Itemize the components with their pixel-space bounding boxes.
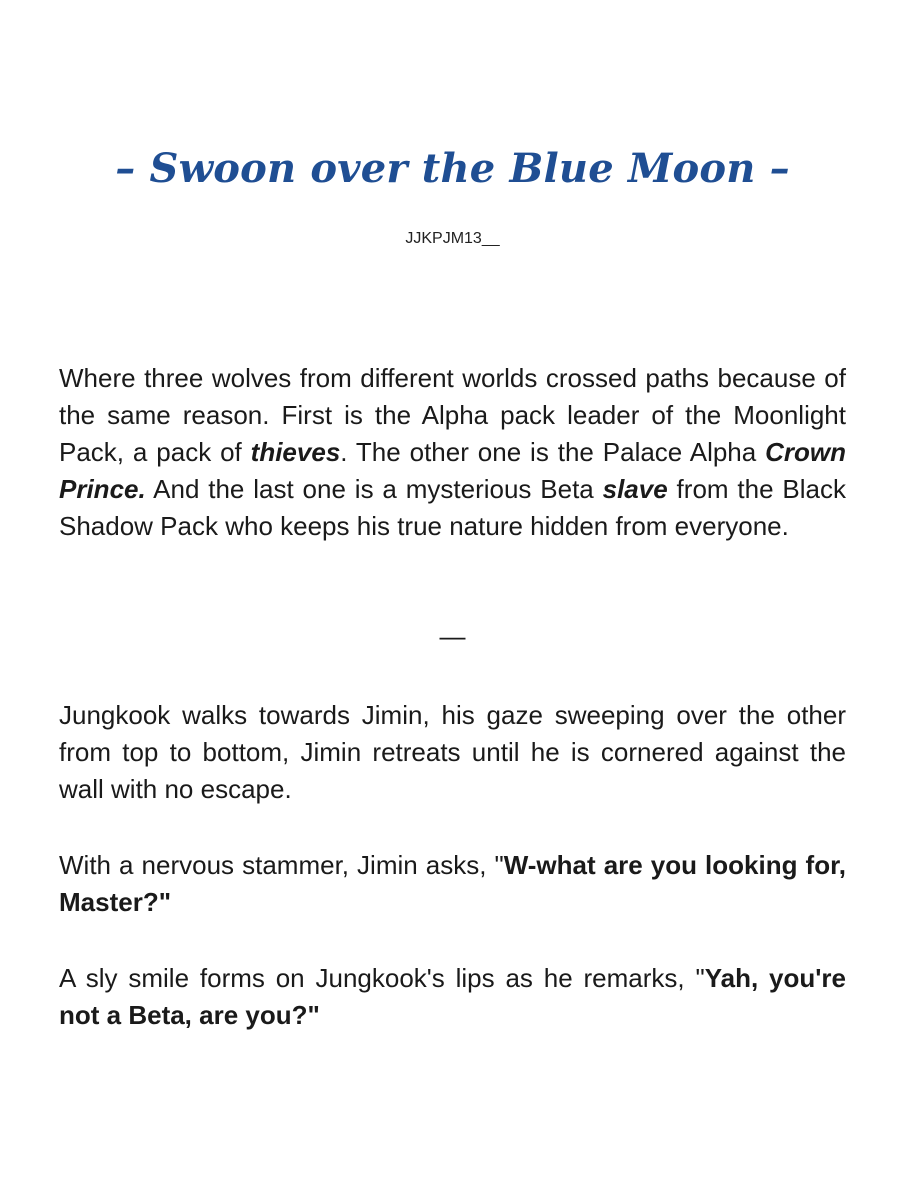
- synopsis-emphasis-slave: slave: [602, 474, 668, 504]
- story-title: – Swoon over the Blue Moon –: [115, 145, 790, 192]
- author-name: JJKPJM13__: [405, 230, 500, 247]
- synopsis-text-1: Where three wolves from different worlds crossed paths because of the same reason. First is the Alpha pack leader of the Moonlight Pack, a pack of: [59, 363, 846, 467]
- scene-2-dialogue: W-what are you looking for, Master?": [59, 850, 846, 917]
- scene-paragraph-1: Jungkook walks towards Jimin, his gaze sweeping over the other from top to bottom, Jimin retreats until he is cornered against the wall with no escape.: [59, 700, 846, 804]
- scene-3-text: A sly smile forms on Jungkook's lips as he remarks, ": [59, 963, 705, 993]
- scene-paragraph-2: [59, 847, 846, 921]
- synopsis-text-2: . The other one is the Palace Alpha: [340, 437, 766, 467]
- scene-2-text: With a nervous stammer, Jimin asks, ": [59, 850, 504, 880]
- synopsis-paragraph: [59, 360, 846, 545]
- section-divider: —: [439, 621, 466, 651]
- scene-paragraph-3: [59, 960, 846, 1034]
- synopsis-emphasis-crown-prince: Crown Prince.: [59, 437, 847, 504]
- synopsis-text-4: from the Black Shadow Pack who keeps his true nature hidden from everyone.: [59, 474, 846, 541]
- synopsis-text-3: And the last one is a mysterious Beta: [145, 474, 603, 504]
- synopsis-emphasis-thieves: thieves: [250, 437, 341, 467]
- scene-3-dialogue: Yah, you're not a Beta, are you?": [59, 963, 847, 1030]
